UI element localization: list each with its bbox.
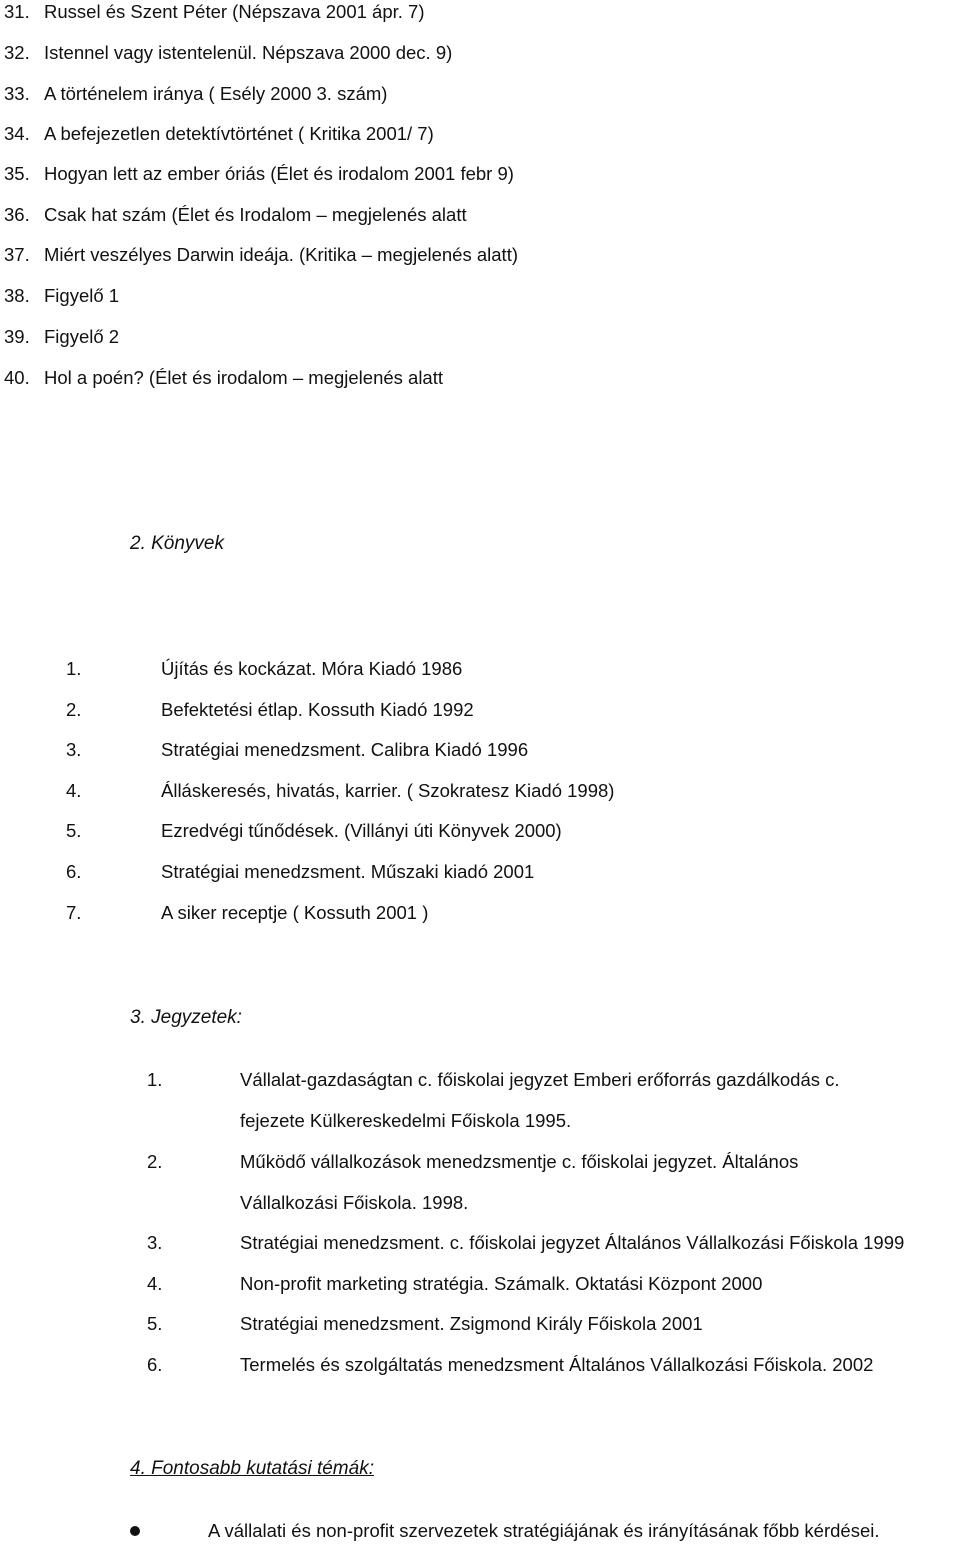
item-number: 3. bbox=[147, 1232, 163, 1253]
item-text: Termelés és szolgáltatás menedzsment Általános Vállalkozási Főiskola. 2002 bbox=[240, 1354, 874, 1375]
item-number: 36. bbox=[4, 204, 30, 225]
item-text: Újítás és kockázat. Móra Kiadó 1986 bbox=[161, 658, 463, 679]
item-number: 35. bbox=[4, 163, 30, 184]
item-number: 3. bbox=[66, 739, 82, 760]
item-text: Russel és Szent Péter (Népszava 2001 ápr. 7) bbox=[44, 1, 425, 22]
item-number: 6. bbox=[147, 1354, 163, 1375]
item-text: Vállalkozási Főiskola. 1998. bbox=[240, 1192, 469, 1213]
item-text: Stratégiai menedzsment. Calibra Kiadó 1996 bbox=[161, 739, 529, 760]
item-text: A befejezetlen detektívtörténet ( Kritika 2001/ 7) bbox=[44, 123, 434, 144]
item-number: 39. bbox=[4, 326, 30, 347]
item-text: Vállalat-gazdaságtan c. főiskolai jegyzet Emberi erőforrás gazdálkodás c. bbox=[240, 1069, 840, 1090]
item-text: A történelem iránya ( Esély 2000 3. szám) bbox=[44, 83, 388, 104]
books-heading: 2. Könyvek bbox=[130, 533, 224, 554]
item-text: Hogyan lett az ember óriás (Élet és irodalom 2001 febr 9) bbox=[44, 163, 514, 184]
topics-heading: 4. Fontosabb kutatási témák: bbox=[130, 1458, 374, 1479]
item-number: 6. bbox=[66, 861, 82, 882]
item-text: fejezete Külkereskedelmi Főiskola 1995. bbox=[240, 1110, 572, 1131]
notes-heading: 3. Jegyzetek: bbox=[130, 1007, 242, 1028]
item-number: 2. bbox=[66, 699, 82, 720]
bullet-icon bbox=[130, 1526, 140, 1536]
item-text: Álláskeresés, hivatás, karrier. ( Szokratesz Kiadó 1998) bbox=[161, 780, 615, 801]
item-number: 33. bbox=[4, 83, 30, 104]
item-text: Stratégiai menedzsment. c. főiskolai jegyzet Általános Vállalkozási Főiskola 1999 bbox=[240, 1232, 905, 1253]
item-number: 34. bbox=[4, 123, 30, 144]
item-text: Istennel vagy istentelenül. Népszava 2000 dec. 9) bbox=[44, 42, 453, 63]
item-text: Működő vállalkozások menedzsmentje c. főiskolai jegyzet. Általános bbox=[240, 1151, 799, 1172]
item-number: 4. bbox=[66, 780, 82, 801]
list-item: A vállalati és non-profit szervezetek stratégiájának és irányításának főbb kérdései. bbox=[208, 1520, 880, 1541]
item-text: Ezredvégi tűnődések. (Villányi úti Könyvek 2000) bbox=[161, 820, 562, 841]
item-number: 5. bbox=[147, 1313, 163, 1334]
item-text: Stratégiai menedzsment. Zsigmond Király Főiskola 2001 bbox=[240, 1313, 703, 1334]
item-text: Stratégiai menedzsment. Műszaki kiadó 2001 bbox=[161, 861, 535, 882]
item-number: 1. bbox=[66, 658, 82, 679]
item-text: Figyelő 2 bbox=[44, 326, 120, 347]
item-number: 32. bbox=[4, 42, 30, 63]
item-number: 1. bbox=[147, 1069, 163, 1090]
item-text: Figyelő 1 bbox=[44, 285, 120, 306]
item-text: Non-profit marketing stratégia. Számalk. Oktatási Központ 2000 bbox=[240, 1273, 763, 1294]
item-text: Befektetési étlap. Kossuth Kiadó 1992 bbox=[161, 699, 474, 720]
item-number: 7. bbox=[66, 902, 82, 923]
item-number: 37. bbox=[4, 244, 30, 265]
item-text: Csak hat szám (Élet és Irodalom – megjelenés alatt bbox=[44, 204, 467, 225]
item-text: Miért veszélyes Darwin ideája. (Kritika – megjelenés alatt) bbox=[44, 244, 518, 265]
item-number: 40. bbox=[4, 367, 30, 388]
item-text: A siker receptje ( Kossuth 2001 ) bbox=[161, 902, 429, 923]
item-number: 5. bbox=[66, 820, 82, 841]
item-text: Hol a poén? (Élet és irodalom – megjelenés alatt bbox=[44, 367, 444, 388]
item-number: 2. bbox=[147, 1151, 163, 1172]
item-number: 38. bbox=[4, 285, 30, 306]
item-number: 31. bbox=[4, 1, 30, 22]
item-number: 4. bbox=[147, 1273, 163, 1294]
